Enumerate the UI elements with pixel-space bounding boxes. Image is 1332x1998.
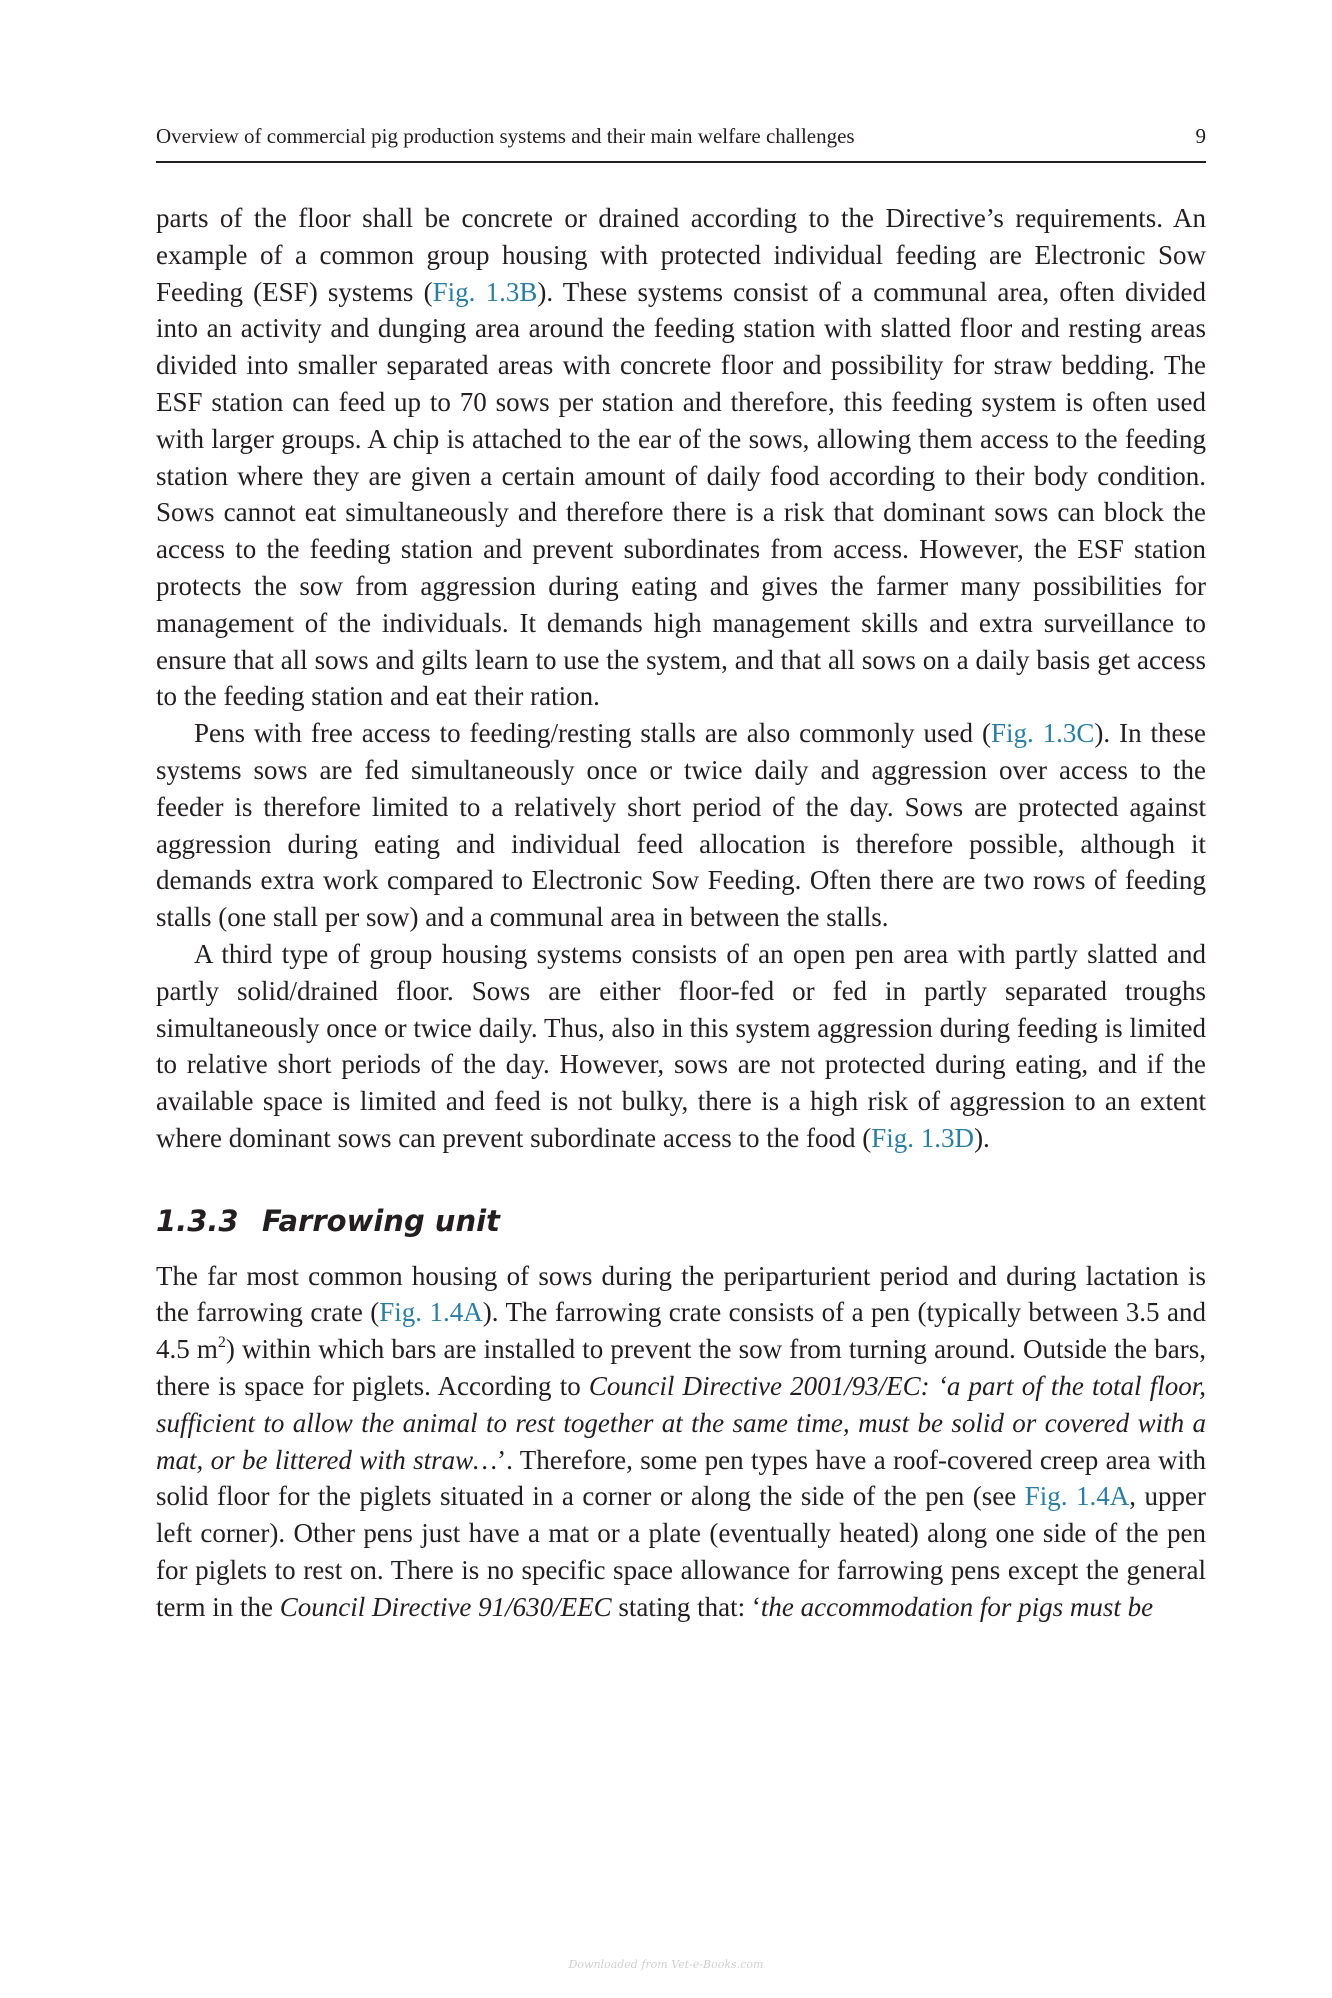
- text-run: A third type of group housing systems consists of an open pen area with partly slatted and partly solid/drained floor. Sows are either floor-fed or fed in partly separated troughs simultaneously once or twice daily. Thus, also in this system aggression during feeding is limited to relative short periods of the day. However, sows are not protected during eating, and if the available space is limited and feed is not bulky, there is a high risk of aggression to an extent where dominant sows can prevent subordinate access to the food (: [156, 938, 1206, 1153]
- italic-citation: Council Directive 91/630/EEC: [279, 1591, 612, 1622]
- superscript: 2: [217, 1334, 226, 1352]
- figure-link[interactable]: Fig. 1.3D: [871, 1122, 975, 1153]
- text-run: ). These systems consist of a communal area, often divided into an activity and dunging area around the feeding station with slatted floor and resting areas divided into smaller separated areas with concrete floor and possibility for straw bedding. The ESF station can feed up to 70 sows per station and therefore, this feeding system is often used with larger groups. A chip is attached to the ear of the sows, allowing them access to the feeding station where they are given a certain amount of daily food according to their body condition. Sows cannot eat simultaneously and therefore there is a risk that dominant sows can block the access to the feeding station and prevent subordinates from access. However, the ESF station protects the sow from aggression during eating and gives the farmer many possibilities for management of the individuals. It demands high management skills and extra surveillance to ensure that all sows and gilts learn to use the system, and that all sows on a daily basis get access to the feeding station and eat their ration.: [156, 276, 1206, 712]
- italic-quote: the accommodation for pigs must be: [760, 1591, 1154, 1622]
- text-run: Pens with free access to feeding/resting stalls are also commonly used (: [194, 718, 991, 749]
- running-header: [156, 124, 1206, 163]
- text-run: parts of the floor shall be concrete or drained according to the Directive’s requirements. An example of a common group housing with protected individual feeding are Electronic Sow Feeding (ESF) systems (: [156, 203, 1206, 307]
- text-run: ). The farrowing crate consists of a pen (typically between 3.5 and 4.5 m: [156, 1297, 1206, 1365]
- section-heading: [156, 1203, 1206, 1240]
- section-number: 1.3.3: [156, 1203, 239, 1238]
- figure-link[interactable]: Fig. 1.3B: [432, 276, 538, 307]
- paragraph-1: [156, 200, 1206, 715]
- text-run: stating that: ‘: [611, 1591, 761, 1622]
- text-run: ). In these systems sows are fed simultaneously once or twice daily and aggression over access to the feeder is therefore limited to a relatively short period of the day. Sows are protected against aggression during eating and individual feed allocation is therefore possible, although it demands extra work compared to Electronic Sow Feeding. Often there are two rows of feeding stalls (one stall per sow) and a communal area in between the stalls.: [156, 718, 1206, 933]
- download-watermark: Downloaded from Vet-e-Books.com: [568, 1958, 764, 1971]
- figure-link[interactable]: Fig. 1.4A: [1024, 1481, 1130, 1512]
- text-run: , upper left corner). Other pens just have a mat or a plate (eventually heated) along one side of the pen for piglets to rest on. There is no specific space allowance for farrowing pens except the general term in the: [156, 1481, 1206, 1622]
- paragraph-4: [156, 1258, 1206, 1626]
- body-text: [156, 200, 1206, 1625]
- text-run: ).: [974, 1122, 990, 1153]
- text-run: ) within which bars are installed to prevent the sow from turning around. Outside the bars, there is space for piglets. According to: [156, 1334, 1206, 1401]
- page-number: 9: [1195, 124, 1206, 148]
- figure-link[interactable]: Fig. 1.3C: [990, 718, 1095, 749]
- running-title: Overview of commercial pig production systems and their main welfare challenges: [156, 124, 855, 148]
- figure-link[interactable]: Fig. 1.4A: [379, 1297, 483, 1328]
- italic-quote: Council Directive 2001/93/EC: ‘a part of the total floor, sufficient to allow the animal to rest together at the same time, must be solid or covered with a mat, or be littered with straw…: [156, 1370, 1206, 1475]
- text-run: ’. Therefore, some pen types have a roof-covered creep area with solid floor for the piglets situated in a corner or along the side of the pen (see: [156, 1444, 1206, 1512]
- section-title: Farrowing unit: [262, 1203, 500, 1238]
- paragraph-2: [156, 715, 1206, 936]
- paragraph-3: [156, 936, 1206, 1157]
- text-run: The far most common housing of sows during the periparturient period and during lactation is the farrowing crate (: [156, 1260, 1206, 1328]
